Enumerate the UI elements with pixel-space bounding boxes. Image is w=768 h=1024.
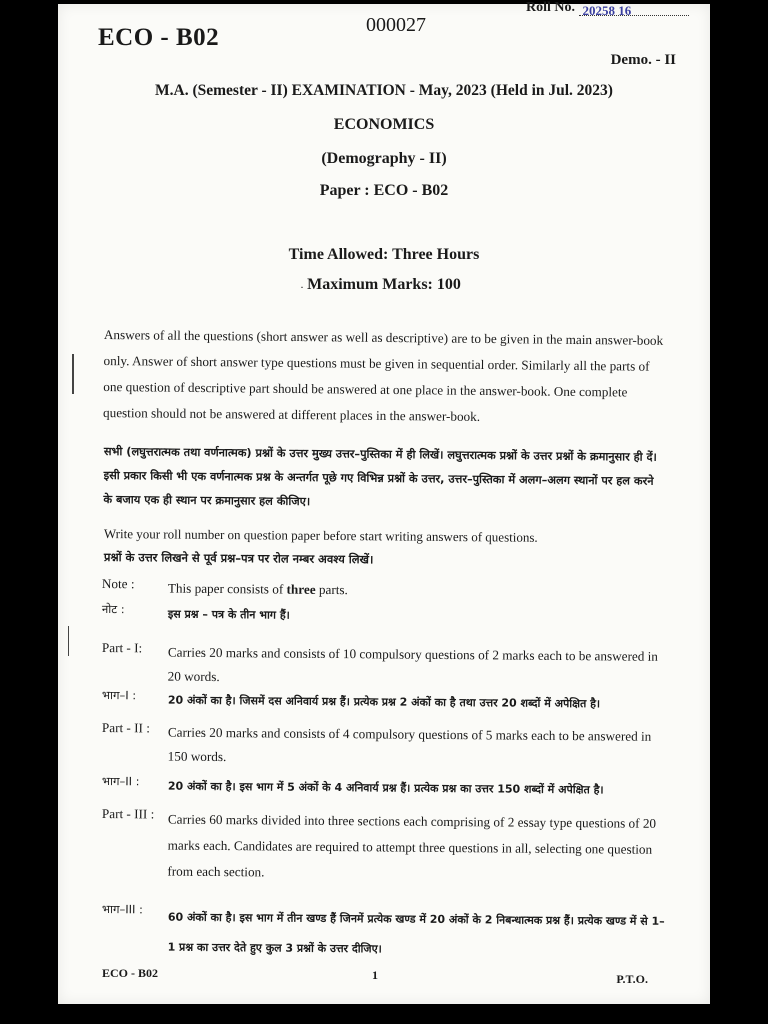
paper-code-header: ECO - B02: [98, 24, 220, 51]
part-3-text: Carries 60 marks divided into three sections each comprising of 2 essay type questions of 20 marks each. Candidates are required to attempt three questions in all, selecting one question from each section.: [167, 811, 657, 880]
time-allowed: Time Allowed: Three Hours: [288, 246, 480, 263]
paper-subtitle: (Demography - II): [321, 150, 447, 167]
pto-label: P.T.O.: [616, 972, 648, 986]
part-2-label: Part - II :: [101, 720, 150, 736]
part-3-row: [101, 806, 672, 880]
part-3-label: Part - III :: [101, 806, 155, 822]
maximum-marks: Maximum Marks: 100: [307, 276, 461, 293]
part-1-text-hindi: 20 अंकों का है। जिसमें दस अनिवार्य प्रश्न हैं। प्रत्येक प्रश्न 2 अंकों का है तथा उत्तर 20 शब्दों में अपेक्षित है।: [167, 693, 601, 711]
demo-label: Demo. - II: [610, 52, 676, 68]
bullet-dot: ·: [300, 280, 304, 294]
part-3-label-hindi: भाग–III :: [101, 902, 143, 917]
roll-number-line: [579, 3, 689, 16]
note-label: Note :: [101, 576, 135, 592]
instructions-english: Answers of all the questions (short answer as well as descriptive) are to be given in the main answer-book only. Answer of short answer type questions must be given in sequential order. Similarly all the parts of one question of descriptive part should be answered at one place in the answer-book. One complete question should not be answered at different places in the answer-book.: [102, 326, 664, 424]
paper-code-line: Paper : ECO - B02: [319, 182, 449, 199]
part-2-text-hindi: 20 अंकों का है। इस भाग में 5 अंकों के 4 अनिवार्य प्रश्न हैं। प्रत्येक प्रश्न का उत्तर 150 शब्दों में अपेक्षित है।: [167, 779, 604, 797]
note-label-hindi: नोट :: [101, 602, 125, 617]
serial-number: 000027: [366, 14, 426, 36]
part-2-row: [101, 720, 672, 765]
exam-paper-page: [58, 0, 710, 1004]
exam-title: M.A. (Semester - II) EXAMINATION - May, 2023 (Held in Jul. 2023): [155, 82, 613, 99]
part-3-text-hindi: 60 अंकों का है। इस भाग में तीन खण्ड हैं जिनमें प्रत्येक खण्ड में 20 अंकों के 2 निबन्धात्मक प्रश्न हैं। प्रत्येक खण्ड में से 1–1 प्रश्न का उत्तर देते हुए कुल 3 प्रश्नों के उत्तर दीजिए।: [167, 910, 665, 956]
part-1-label: Part - I:: [101, 640, 143, 656]
roll-number-label: Roll No.: [526, 0, 575, 15]
part-1-row: [101, 640, 672, 685]
page-number: 1: [372, 968, 378, 982]
part-1-label-hindi: भाग–I :: [101, 688, 137, 703]
note-text: This paper consists of three parts.: [167, 580, 348, 598]
part-2-row-hindi: [101, 774, 672, 797]
roll-instruction-english: Write your roll number on question paper before start writing answers of questions.: [103, 526, 538, 545]
part-2-text: Carries 20 marks and consists of 4 compulsory questions of 5 marks each to be answered in 150 words.: [167, 724, 652, 765]
roll-number-value: 20258 16: [582, 3, 632, 18]
margin-pen-mark: [68, 626, 69, 656]
margin-pen-mark: [72, 354, 74, 394]
roll-instruction-hindi: प्रश्नों के उत्तर लिखने से पूर्व प्रश्न–पत्र पर रोल नम्बर अवश्य लिखें।: [103, 550, 374, 567]
roll-number-field: [526, 0, 689, 16]
part-3-row-hindi: [101, 902, 672, 956]
part-1-text: Carries 20 marks and consists of 10 compulsory questions of 2 marks each to be answered in 20 words.: [167, 644, 658, 685]
note-text-hindi: इस प्रश्न – पत्र के तीन भाग हैं।: [167, 607, 290, 622]
subject-title: ECONOMICS: [333, 116, 435, 133]
footer-code: ECO - B02: [102, 966, 159, 980]
note-row: [101, 576, 672, 598]
part-2-label-hindi: भाग–II :: [101, 774, 140, 789]
instructions-hindi: सभी (लघुत्तरात्मक तथा वर्णनात्मक) प्रश्नों के उत्तर मुख्य उत्तर–पुस्तिका में ही लिखें। लघुत्तरात्मक प्रश्नों के उत्तर प्रश्नों के क्रमानुसार ही दें। इसी प्रकार किसी भी एक वर्णनात्मक प्रश्न के अन्तर्गत पूछे गए विभिन्न प्रश्नों के उत्तर, उत्तर–पुस्तिका में अलग–अलग स्थानों पर हल करने के बजाय एक ही स्थान पर क्रमानुसार हल कीजिए।: [103, 444, 657, 509]
